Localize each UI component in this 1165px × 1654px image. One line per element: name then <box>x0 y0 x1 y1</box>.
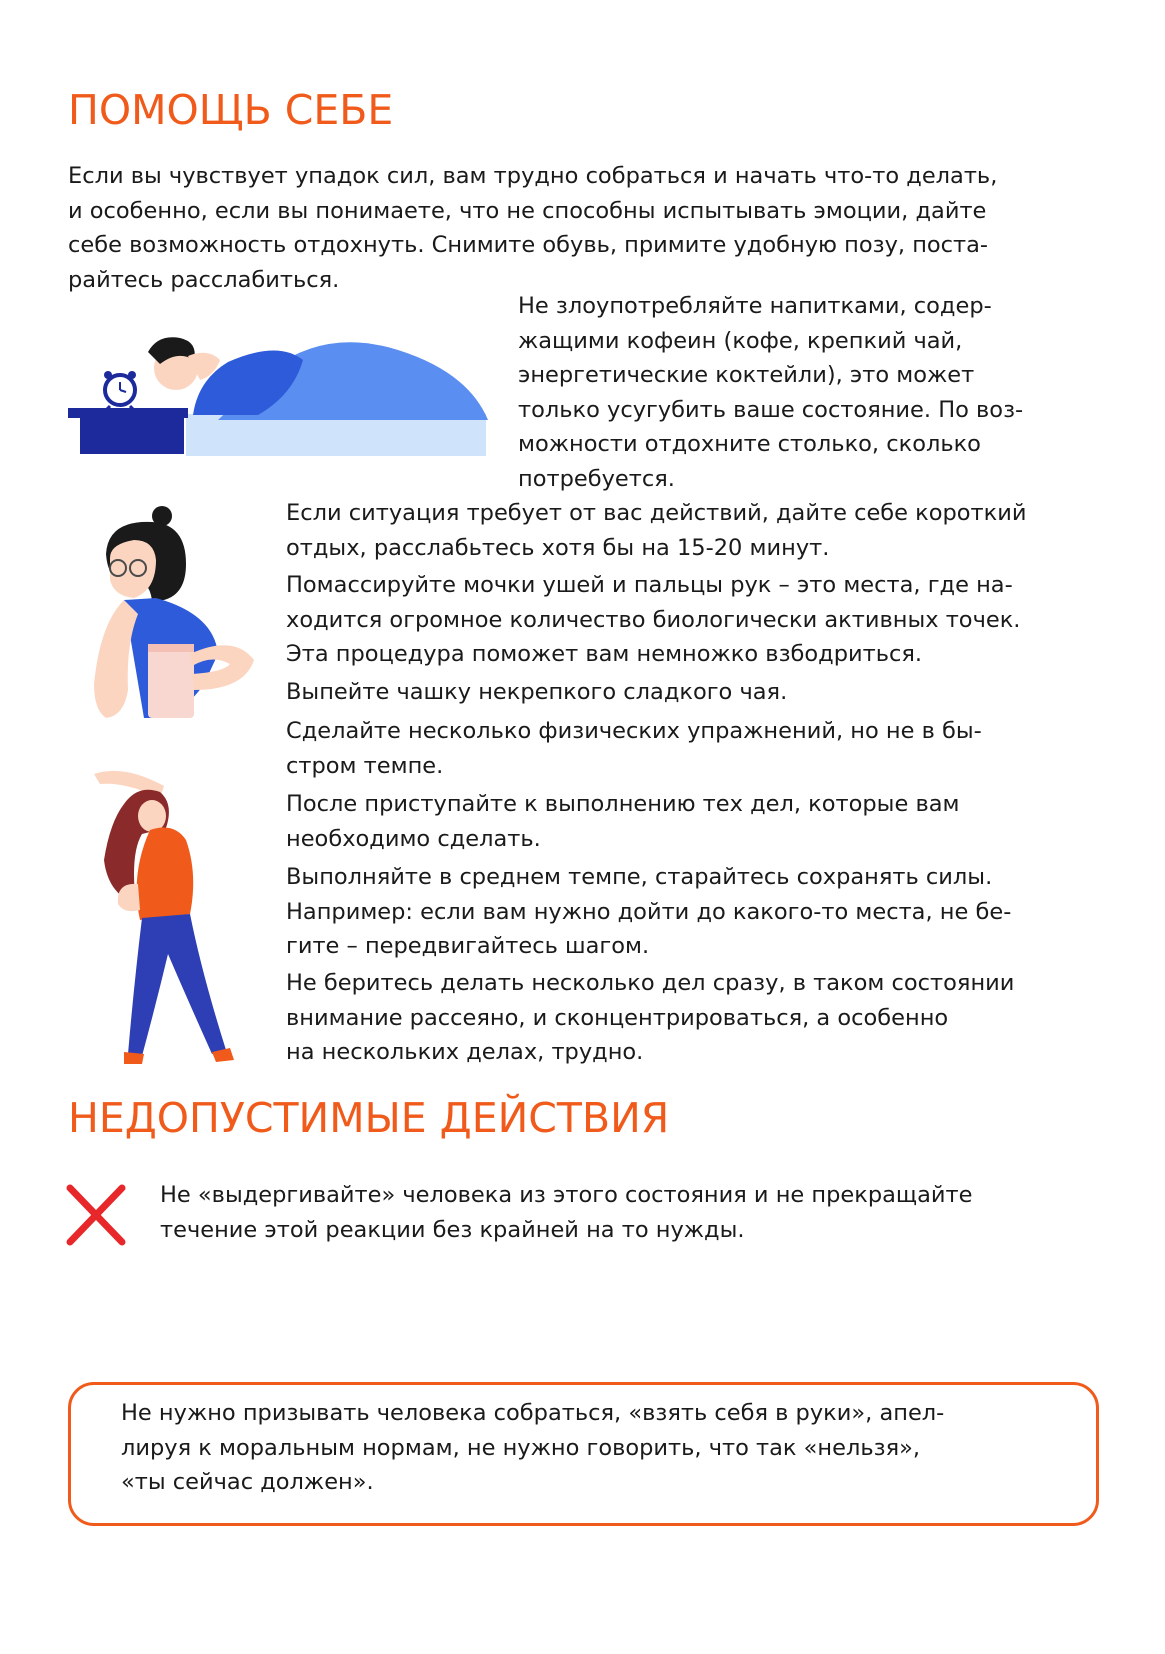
tip-rest: Если ситуация требует от вас действий, дайте себе короткий отдых, расслабьтесь хотя бы на 15-20 минут. <box>286 500 1027 561</box>
callout-box <box>68 1382 1099 1526</box>
tip-pace: Выполняйте в среднем темпе, старайтесь сохранять силы. Например: если вам нужно дойти до какого-то места, не бе- гите – передвигайтесь шагом. <box>286 864 1012 959</box>
tired-woman-with-cup-illustration <box>94 504 264 719</box>
section-title-self-help: ПОМОЩЬ СЕБЕ <box>68 86 394 134</box>
sleeping-person-illustration <box>68 320 493 460</box>
warning-paragraph: Не «выдергивайте» человека из этого состояния и не прекращайте течение этой реакции без крайней на то нужды. <box>160 1182 973 1243</box>
callout-text: Не нужно призывать человека собраться, «взять себя в руки», апел- лируя к моральным нормам, не нужно говорить, что так «нельзя», «ты сейчас должен». <box>121 1400 945 1495</box>
tip-tea: Выпейте чашку некрепкого сладкого чая. <box>286 679 788 705</box>
tip-exercise: Сделайте несколько физических упражнений, но не в бы- стром темпе. <box>286 718 982 779</box>
caffeine-paragraph: Не злоупотребляйте напитками, содер- жащими кофеин (кофе, крепкий чай, энергетические коктейли), это может только усугубить ваше состояние. По воз- можности отдохните столько, сколько потребуется. <box>518 293 1024 492</box>
cross-icon <box>66 1184 126 1246</box>
tip-massage: Помассируйте мочки ушей и пальцы рук – это места, где на- ходится огромное количество биологически активных точек. Эта процедура поможет вам немножко взбодриться. <box>286 572 1021 667</box>
alarm-clock-icon <box>104 371 136 410</box>
section-title-prohibited-actions: НЕДОПУСТИМЫЕ ДЕЙСТВИЯ <box>68 1094 670 1142</box>
tip-start-tasks: После приступайте к выполнению тех дел, которые вам необходимо сделать. <box>286 791 960 852</box>
stretching-woman-illustration <box>94 764 244 1070</box>
tip-one-task: Не беритесь делать несколько дел сразу, в таком состоянии внимание рассеяно, и сконцентрироваться, а особенно на нескольких делах, трудно. <box>286 970 1015 1065</box>
intro-paragraph: Если вы чувствует упадок сил, вам трудно собраться и начать что-то делать, и особенно, если вы понимаете, что не способны испытывать эмоции, дайте себе возможность отдохнуть. Снимите обувь, примите удобную позу, поста- райтесь расслабиться. <box>68 163 998 293</box>
